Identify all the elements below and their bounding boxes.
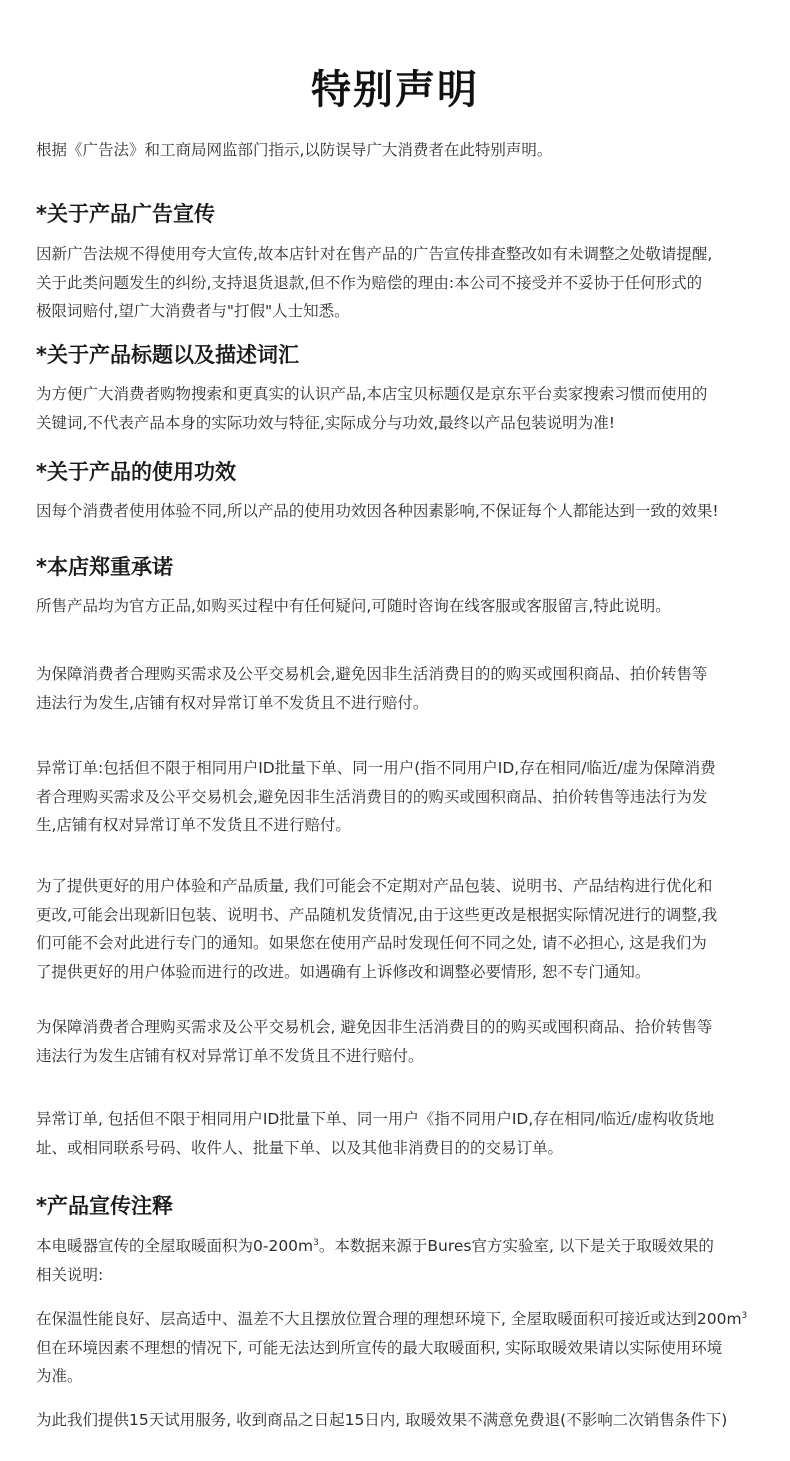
paragraph-line xyxy=(36,1232,766,1261)
section-heading-advertising: *关于产品广告宣传 xyxy=(36,202,215,226)
text-segment: 。本数据来源于Bures官方实验室, 以下是关于取暖效果的 xyxy=(318,1237,714,1255)
section-heading-promise: *本店郑重承诺 xyxy=(36,555,173,579)
paragraph-line: 但在环境因素不理想的情况下, 可能无法达到所宣传的最大取暖面积, 实际取暖效果请以实际使用环境 xyxy=(36,1338,723,1357)
superscript: 3 xyxy=(313,1237,319,1248)
paragraph-line: 为准。 xyxy=(36,1367,83,1385)
section-efficacy-paragraph xyxy=(36,497,766,526)
paragraph-line: 关键词,不代表产品本身的实际功效与特征,实际成分与功效,最终以产品包装说明为准! xyxy=(36,413,615,432)
paragraph-line: 极限词赔付,望广大消费者与"打假"人士知悉。 xyxy=(36,302,350,320)
paragraph-line: 为此我们提供15天试用服务, 收到商品之日起15日内, 取暖效果不满意免费退(不影响二次销售条件下) xyxy=(36,1411,728,1429)
section-title-terms-paragraph xyxy=(36,380,766,437)
promo-notes-paragraph-3 xyxy=(36,1406,766,1435)
intro-line: 根据《广告法》和工商局网监部门指示,以防误导广大消费者在此特别声明。 xyxy=(36,141,553,159)
superscript: 3 xyxy=(741,1310,748,1321)
paragraph-line: 们可能不会对此进行专门的通知。如果您在使用产品时发现任何不同之处, 请不必担心, 这是我们为 xyxy=(36,934,707,952)
paragraph-line: 址、或相同联系号码、收件人、批量下单、以及其他非消费目的的交易订单。 xyxy=(36,1138,564,1157)
paragraph-line: 相关说明: xyxy=(36,1265,104,1284)
intro-paragraph xyxy=(36,136,766,165)
section-heading-efficacy: *关于产品的使用功效 xyxy=(36,460,236,484)
paragraph-line: 更改,可能会出现新旧包装、说明书、产品随机发货情况,由于这些更改是根据实际情况进行的调整,我 xyxy=(36,905,718,924)
text-segment: 本电暖器宣传的全屋取暖面积为0-200m xyxy=(36,1237,314,1255)
section-advertising-paragraph xyxy=(36,240,766,326)
paragraph-line: 异常订单, 包括但不限于相同用户ID批量下单、同一用户《指不同用户ID,存在相同/临近/虚构收货地 xyxy=(36,1110,715,1128)
page-title: 特别声明 xyxy=(311,67,479,113)
promise-paragraph-1 xyxy=(36,592,766,621)
paragraph-line xyxy=(36,1305,766,1334)
paragraph-line: 为方便广大消费者购物搜索和更真实的认识产品,本店宝贝标题仅是京东平台卖家搜索习惯而使用的 xyxy=(36,385,708,403)
promise-paragraph-4 xyxy=(36,872,766,986)
paragraph-line: 违法行为发生店铺有权对异常订单不发货且不进行赔付。 xyxy=(36,1046,424,1065)
paragraph-line: 异常订单:包括但不限于相同用户ID批量下单、同一用户(指不同用户ID,存在相同/临近/虚为保障消费 xyxy=(36,759,716,777)
paragraph-line: 所售产品均为官方正品,如购买过程中有任何疑问,可随时咨询在线客服或客服留言,特此说明。 xyxy=(36,597,671,615)
paragraph-line: 了提供更好的用户体验而进行的改进。如遇确有上诉修改和调整必要情形, 恕不专门通知。 xyxy=(36,962,651,981)
paragraph-line: 者合理购买需求及公平交易机会,避免因非生活消费目的的购买或囤积商品、拍价转售等违法行为发 xyxy=(36,787,708,806)
promise-paragraph-5 xyxy=(36,1013,766,1070)
promo-notes-paragraph-1 xyxy=(36,1232,766,1289)
paragraph-line: 为保障消费者合理购买需求及公平交易机会, 避免因非生活消费目的的购买或囤积商品、拾价转售等 xyxy=(36,1018,713,1036)
promo-notes-paragraph-2 xyxy=(36,1305,766,1391)
promise-paragraph-6 xyxy=(36,1105,766,1162)
paragraph-line: 因新广告法规不得使用夸大宣传,故本店针对在售产品的广告宣传排查整改如有未调整之处敬请提醒, xyxy=(36,245,713,263)
paragraph-line: 为保障消费者合理购买需求及公平交易机会,避免因非生活消费目的的购买或囤积商品、拍价转售等 xyxy=(36,665,708,683)
promise-paragraph-3 xyxy=(36,754,766,840)
paragraph-line: 违法行为发生,店铺有权对异常订单不发货且不进行赔付。 xyxy=(36,693,429,712)
paragraph-line: 关于此类问题发生的纠纷,支持退货退款,但不作为赔偿的理由:本公司不接受并不妥协于任何形式的 xyxy=(36,273,703,292)
text-segment: 在保温性能良好、层高适中、温差不大且摆放位置合理的理想环境下, 全屋取暖面积可接近或达到200m xyxy=(36,1310,742,1328)
paragraph-line: 为了提供更好的用户体验和产品质量, 我们可能会不定期对产品包装、说明书、产品结构进行优化和 xyxy=(36,877,713,895)
promise-paragraph-2 xyxy=(36,660,766,717)
paragraph-line: 生,店铺有权对异常订单不发货且不进行赔付。 xyxy=(36,816,351,834)
section-heading-title-terms: *关于产品标题以及描述词汇 xyxy=(36,343,299,367)
paragraph-line: 因每个消费者使用体验不同,所以产品的使用功效因各种因素影响,不保证每个人都能达到一致的效果! xyxy=(36,502,719,520)
section-heading-promo-notes: *产品宣传注释 xyxy=(36,1194,173,1218)
